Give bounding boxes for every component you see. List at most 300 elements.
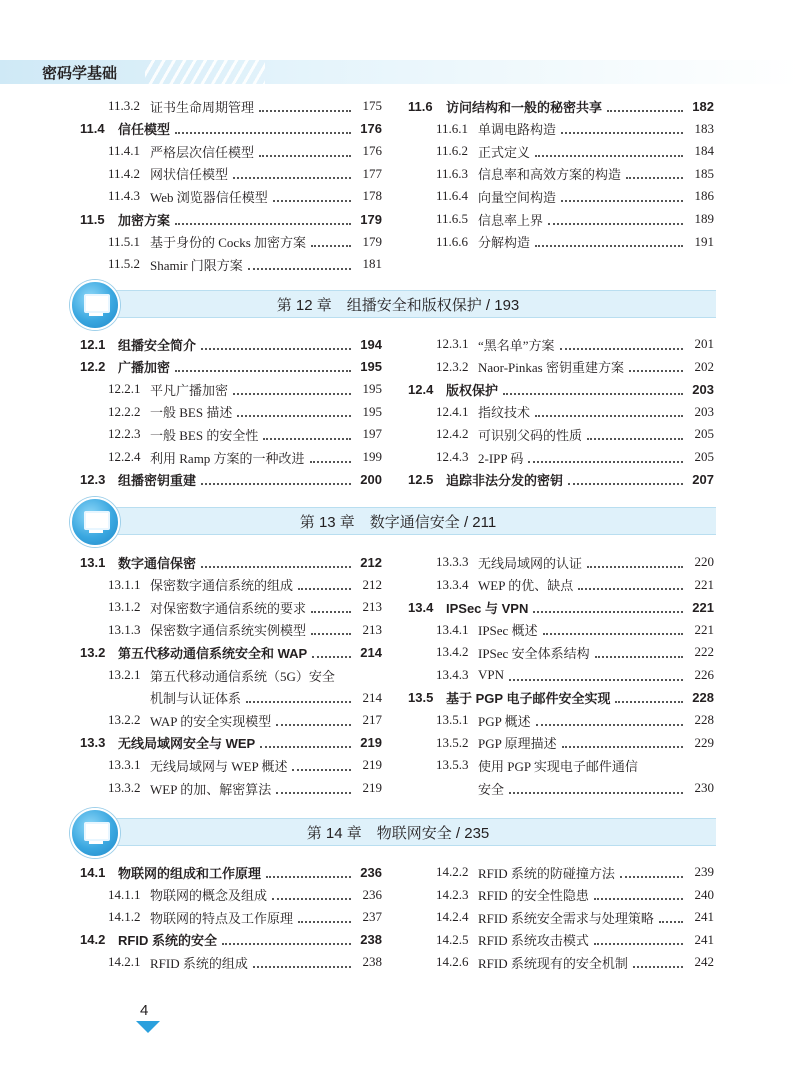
- dot-leader: [263, 425, 351, 440]
- entry-number: 12.2.3: [108, 426, 141, 442]
- entry-number: 13.3.4: [436, 576, 469, 592]
- toc-entry[interactable]: [108, 140, 382, 162]
- entry-page: 237: [362, 909, 382, 925]
- entry-page: 201: [694, 336, 714, 351]
- entry-title: 组播密钥重建: [118, 473, 197, 489]
- toc-entry[interactable]: [436, 884, 714, 906]
- dot-leader: [237, 402, 351, 417]
- entry-number: 13.4.3: [436, 667, 469, 682]
- entry-page: 205: [694, 449, 714, 464]
- toc-entry[interactable]: [436, 619, 714, 641]
- dot-leader: [233, 164, 351, 179]
- toc-entry[interactable]: [436, 423, 714, 445]
- chapter-title: 第 14 章 物联网安全 / 235: [306, 825, 490, 842]
- dot-leader: [578, 575, 683, 590]
- dot-leader: [276, 779, 351, 794]
- entry-title: 正式定义: [478, 144, 531, 160]
- dot-leader: [312, 643, 351, 658]
- entry-page: 214: [362, 689, 382, 705]
- entry-number: 12.2.2: [108, 403, 141, 419]
- entry-title: 组播安全简介: [118, 337, 197, 353]
- entry-title: 物联网的特点及工作原理: [150, 910, 294, 926]
- entry-number: 12.3.2: [436, 358, 469, 374]
- dot-leader: [594, 930, 683, 945]
- toc-entry[interactable]: [108, 378, 382, 400]
- entry-page: 220: [694, 554, 714, 569]
- dot-leader: [595, 643, 683, 658]
- toc-entry[interactable]: [108, 231, 382, 253]
- entry-number: 13.5: [408, 690, 434, 706]
- entry-title: 保密数字通信系统的组成: [150, 578, 294, 594]
- toc-entry[interactable]: [436, 446, 714, 468]
- monitor-screen: [84, 511, 110, 530]
- toc-entry[interactable]: [80, 551, 382, 573]
- page-marker-triangle: [136, 1021, 160, 1033]
- entry-title: 物联网的组成和工作原理: [118, 865, 262, 881]
- dot-leader: [253, 953, 351, 968]
- entry-page: 221: [694, 621, 714, 637]
- dot-leader: [548, 210, 683, 225]
- entry-number: 12.4.2: [436, 426, 469, 442]
- entry-number: 12.4: [408, 381, 434, 397]
- dot-leader: [175, 357, 351, 372]
- toc-entry[interactable]: [436, 951, 714, 973]
- entry-title: Shamir 门限方案: [150, 257, 243, 273]
- dot-leader: [233, 380, 351, 395]
- toc-entry[interactable]: [108, 951, 382, 973]
- dot-leader: [503, 380, 683, 395]
- dot-leader: [587, 553, 683, 568]
- entry-number: 12.2.1: [108, 381, 141, 397]
- entry-number: 11.6.1: [436, 120, 469, 136]
- entry-number: 14.2.3: [436, 886, 469, 902]
- dot-leader: [201, 470, 351, 485]
- entry-number: 14.1: [80, 864, 106, 880]
- entry-title: 分解构造: [478, 235, 531, 251]
- toc-entry[interactable]: [436, 861, 714, 883]
- entry-number: 13.1.1: [108, 576, 141, 592]
- dot-leader: [659, 908, 683, 923]
- entry-page: 199: [362, 449, 382, 464]
- entry-title: 安全: [478, 781, 505, 797]
- toc-entry[interactable]: [108, 423, 382, 445]
- entry-page: 241: [694, 909, 714, 925]
- dot-leader: [633, 953, 683, 968]
- entry-page: 238: [362, 954, 382, 970]
- entry-page: 179: [360, 211, 382, 227]
- toc-entry[interactable]: [108, 401, 382, 423]
- toc-entry[interactable]: [436, 140, 714, 162]
- entry-title: 广播加密: [118, 360, 171, 376]
- toc-entry[interactable]: [408, 596, 714, 618]
- entry-title: 可识别父码的性质: [478, 427, 583, 443]
- dot-leader: [298, 908, 351, 923]
- toc-entry[interactable]: [80, 118, 382, 140]
- entry-number: 12.2: [80, 359, 106, 375]
- toc-entry[interactable]: [436, 929, 714, 951]
- toc-entry[interactable]: [108, 95, 382, 117]
- dot-leader: [533, 598, 683, 613]
- toc-entry[interactable]: [436, 777, 714, 799]
- entry-number: 13.3.1: [108, 757, 141, 773]
- dot-leader: [535, 402, 683, 417]
- dot-leader: [292, 756, 351, 771]
- dot-leader: [562, 733, 683, 748]
- toc-entry[interactable]: [408, 95, 714, 117]
- toc-entry[interactable]: [80, 929, 382, 951]
- toc-entry[interactable]: [80, 641, 382, 663]
- chapter-banner[interactable]: [80, 507, 716, 535]
- dot-leader: [311, 232, 351, 247]
- toc-entry[interactable]: [108, 619, 382, 641]
- entry-title: 第五代移动通信系统安全和 WAP: [118, 645, 308, 661]
- toc-entry[interactable]: [80, 469, 382, 491]
- entry-page: 181: [362, 256, 382, 272]
- toc-entry[interactable]: [108, 185, 382, 207]
- entry-title: 向量空间构造: [478, 189, 557, 205]
- toc-entry[interactable]: [436, 185, 714, 207]
- entry-number: 13.2.2: [108, 712, 141, 728]
- entry-page: 183: [694, 120, 714, 136]
- entry-title: PGP 概述: [478, 713, 531, 729]
- dot-leader: [201, 335, 351, 350]
- dot-leader: [276, 711, 351, 726]
- entry-number: 14.2.2: [436, 864, 469, 879]
- entry-page: 176: [362, 143, 382, 159]
- entry-title: 访问结构和一般的秘密共享: [446, 99, 603, 115]
- entry-title: 信任模型: [118, 122, 171, 138]
- entry-number: 14.2.6: [436, 954, 469, 970]
- entry-page: 207: [692, 472, 714, 488]
- entry-title: 对保密数字通信系统的要求: [150, 600, 307, 616]
- toc-entry[interactable]: [108, 664, 382, 686]
- dot-leader: [311, 620, 351, 635]
- entry-page: 214: [360, 644, 382, 660]
- entry-number: 14.2.4: [436, 909, 469, 925]
- entry-number: 13.4.1: [436, 621, 469, 637]
- entry-title: RFID 系统攻击模式: [478, 933, 589, 949]
- entry-number: 11.6.2: [436, 143, 469, 159]
- book-title: 密码学基础: [42, 65, 118, 82]
- toc-entry[interactable]: [436, 231, 714, 253]
- toc-entry[interactable]: [408, 378, 714, 400]
- dot-leader: [626, 164, 683, 179]
- entry-title: 无线局域网与 WEP 概述: [150, 758, 288, 774]
- monitor-stand: [89, 530, 103, 533]
- toc-entry[interactable]: [436, 732, 714, 754]
- entry-number: 11.5.1: [108, 233, 141, 249]
- dot-leader: [298, 575, 351, 590]
- entry-page: 191: [694, 233, 714, 249]
- toc-entry[interactable]: [436, 118, 714, 140]
- entry-title: 平凡广播加密: [150, 382, 229, 398]
- toc-entry[interactable]: [80, 333, 382, 355]
- entry-number: 11.6.4: [436, 188, 469, 204]
- entry-page: 184: [694, 143, 714, 159]
- entry-number: 13.2: [80, 644, 106, 660]
- dot-leader: [629, 357, 683, 372]
- entry-title: 加密方案: [118, 212, 171, 228]
- dot-leader: [560, 335, 683, 350]
- dot-leader: [607, 97, 683, 112]
- entry-number: 13.3.2: [108, 780, 141, 795]
- header-decoration: [145, 60, 265, 84]
- toc-entry[interactable]: [108, 253, 382, 275]
- toc-entry[interactable]: [80, 732, 382, 754]
- entry-title: RFID 系统的组成: [150, 955, 248, 971]
- monitor-screen: [84, 822, 110, 841]
- entry-page: 240: [694, 886, 714, 902]
- entry-page: 203: [694, 403, 714, 419]
- entry-title: 无线局域网的认证: [478, 555, 583, 571]
- entry-page: 217: [362, 712, 382, 728]
- dot-leader: [175, 210, 351, 225]
- toc-entry[interactable]: [436, 551, 714, 573]
- dot-leader: [620, 863, 683, 878]
- toc-entry[interactable]: [108, 906, 382, 928]
- toc-entry[interactable]: [436, 163, 714, 185]
- dot-leader: [568, 470, 683, 485]
- entry-number: 14.2: [80, 932, 106, 948]
- monitor-icon: [70, 280, 120, 330]
- entry-page: 203: [692, 381, 714, 397]
- entry-title: 基于身份的 Cocks 加密方案: [150, 235, 307, 251]
- toc-entry[interactable]: [436, 333, 714, 355]
- entry-page: 229: [694, 734, 714, 750]
- chapter-title: 第 13 章 数字通信安全 / 211: [299, 514, 497, 531]
- monitor-stand: [89, 841, 103, 844]
- dot-leader: [509, 666, 683, 681]
- entry-page: 189: [694, 211, 714, 226]
- entry-page: 219: [360, 735, 382, 751]
- entry-number: 11.6.6: [436, 233, 469, 249]
- entry-title: 数字通信保密: [118, 555, 197, 571]
- dot-leader: [594, 885, 683, 900]
- toc-entry[interactable]: [436, 664, 714, 686]
- entry-title: RFID 系统的防碰撞方法: [478, 865, 615, 881]
- toc-entry[interactable]: [80, 356, 382, 378]
- toc-entry[interactable]: [108, 574, 382, 596]
- entry-number: 11.6.5: [436, 211, 469, 226]
- entry-title: WAP 的安全实现模型: [150, 713, 272, 729]
- dot-leader: [536, 711, 683, 726]
- toc-entry[interactable]: [108, 596, 382, 618]
- entry-number: 13.1: [80, 554, 106, 570]
- dot-leader: [222, 930, 351, 945]
- chapter-banner[interactable]: [80, 818, 716, 846]
- entry-title: WEP 的优、缺点: [478, 578, 574, 594]
- entry-number: 11.4.2: [108, 165, 141, 181]
- entry-number: 11.5: [80, 211, 105, 227]
- entry-title: 基于 PGP 电子邮件安全实现: [446, 691, 611, 707]
- dot-leader: [535, 232, 683, 247]
- toc-entry[interactable]: [108, 163, 382, 185]
- entry-page: 212: [362, 576, 382, 592]
- entry-title: RFID 系统现有的安全机制: [478, 955, 628, 971]
- dot-leader: [273, 187, 351, 202]
- entry-page: 213: [362, 599, 382, 615]
- toc-entry[interactable]: [108, 754, 382, 776]
- entry-page: 205: [694, 426, 714, 442]
- toc-entry[interactable]: [436, 754, 714, 776]
- toc-entry[interactable]: [436, 906, 714, 928]
- entry-title: 指纹技术: [478, 405, 531, 421]
- entry-page: 182: [692, 98, 714, 114]
- monitor-icon: [70, 497, 120, 547]
- toc-entry[interactable]: [108, 687, 382, 709]
- monitor-icon: [70, 808, 120, 858]
- dot-leader: [615, 688, 683, 703]
- toc-entry[interactable]: [108, 884, 382, 906]
- entry-number: 12.5: [408, 472, 434, 488]
- entry-page: 200: [360, 472, 382, 488]
- entry-page: 228: [692, 690, 714, 706]
- entry-page: 176: [360, 121, 382, 137]
- entry-page: 236: [362, 886, 382, 902]
- toc-entry[interactable]: [436, 356, 714, 378]
- entry-number: 14.2.1: [108, 954, 141, 970]
- dot-leader: [266, 863, 351, 878]
- entry-title: RFID 的安全性隐患: [478, 888, 589, 904]
- chapter-banner[interactable]: [80, 290, 716, 318]
- entry-title: IPSec 与 VPN: [446, 600, 529, 616]
- dot-leader: [311, 598, 351, 613]
- toc-entry[interactable]: [408, 687, 714, 709]
- dot-leader: [272, 885, 351, 900]
- entry-number: 13.3.3: [436, 554, 469, 569]
- entry-title: 版权保护: [446, 382, 499, 398]
- entry-title: VPN: [478, 667, 505, 682]
- entry-title: WEP 的加、解密算法: [150, 781, 272, 797]
- entry-title: Naor-Pinkas 密钥重建方案: [478, 360, 624, 376]
- entry-number: 13.4.2: [436, 644, 469, 660]
- dot-leader: [509, 779, 683, 794]
- entry-title: 利用 Ramp 方案的一种改进: [150, 450, 305, 466]
- entry-number: 13.5.3: [436, 757, 469, 773]
- dot-leader: [175, 119, 351, 134]
- entry-page: 213: [362, 621, 382, 637]
- entry-number: 14.1.1: [108, 886, 141, 902]
- running-header: [0, 60, 800, 84]
- entry-title: Web 浏览器信任模型: [150, 189, 268, 205]
- entry-number: 14.2.5: [436, 931, 469, 947]
- entry-title: 无线局域网安全与 WEP: [118, 736, 256, 752]
- entry-page: 230: [694, 780, 714, 795]
- entry-title: 网状信任模型: [150, 167, 229, 183]
- entry-page: 241: [694, 931, 714, 947]
- entry-page: 242: [694, 954, 714, 970]
- entry-number: 13.1.2: [108, 599, 141, 615]
- toc-entry[interactable]: [408, 469, 714, 491]
- entry-number: 13.5.1: [436, 712, 469, 728]
- entry-title: 使用 PGP 实现电子邮件通信: [478, 758, 638, 774]
- entry-page: 197: [362, 426, 382, 442]
- entry-title: 物联网的概念及组成: [150, 888, 268, 904]
- entry-title: 2-IPP 码: [478, 450, 524, 466]
- entry-page: 221: [694, 576, 714, 592]
- chapter-title: 第 12 章 组播安全和版权保护 / 193: [276, 297, 520, 314]
- entry-number: 12.1: [80, 336, 106, 352]
- entry-title: RFID 系统的安全: [118, 933, 217, 949]
- monitor-screen: [84, 294, 110, 313]
- dot-leader: [246, 688, 351, 703]
- toc-entry[interactable]: [436, 641, 714, 663]
- dot-leader: [543, 620, 683, 635]
- entry-number: 11.5.2: [108, 256, 141, 272]
- entry-number: 11.4.1: [108, 143, 141, 159]
- entry-title: PGP 原理描述: [478, 736, 557, 752]
- entry-page: 186: [694, 188, 714, 204]
- entry-page: 238: [360, 932, 382, 948]
- entry-title: 严格层次信任模型: [150, 144, 255, 160]
- entry-number: 13.2.1: [108, 667, 141, 682]
- entry-page: 219: [362, 757, 382, 773]
- toc-entry[interactable]: [436, 574, 714, 596]
- entry-number: 13.4: [408, 599, 434, 615]
- monitor-stand: [89, 313, 103, 316]
- entry-page: 226: [694, 667, 714, 682]
- toc-entry[interactable]: [436, 208, 714, 230]
- entry-page: 222: [694, 644, 714, 660]
- entry-title: 一般 BES 描述: [150, 405, 233, 421]
- entry-title: “黑名单”方案: [478, 337, 555, 353]
- entry-title: IPSec 概述: [478, 623, 538, 639]
- dot-leader: [561, 187, 683, 202]
- toc-entry[interactable]: [108, 709, 382, 731]
- toc-entry[interactable]: [80, 208, 382, 230]
- entry-page: 212: [360, 554, 382, 570]
- entry-page: 228: [694, 712, 714, 728]
- entry-number: 12.4.1: [436, 403, 469, 419]
- entry-number: 13.3: [80, 735, 106, 751]
- entry-page: 219: [362, 780, 382, 795]
- dot-leader: [561, 119, 683, 134]
- entry-title: RFID 系统安全需求与处理策略: [478, 910, 654, 926]
- entry-page: 195: [362, 403, 382, 419]
- entry-title: 追踪非法分发的密钥: [446, 473, 564, 489]
- page-number: 4: [140, 1002, 149, 1019]
- entry-number: 13.5.2: [436, 734, 469, 750]
- entry-number: 11.3.2: [108, 98, 141, 113]
- entry-title: 一般 BES 的安全性: [150, 427, 259, 443]
- entry-page: 178: [362, 188, 382, 204]
- toc-entry[interactable]: [436, 709, 714, 731]
- entry-number: 12.3: [80, 472, 106, 488]
- toc-entry[interactable]: [436, 401, 714, 423]
- entry-title: 信息率和高效方案的构造: [478, 167, 622, 183]
- entry-page: 175: [362, 98, 382, 113]
- entry-page: 195: [362, 381, 382, 397]
- toc-entry[interactable]: [80, 861, 382, 883]
- entry-page: 185: [694, 165, 714, 181]
- entry-title: 单调电路构造: [478, 122, 557, 138]
- dot-leader: [259, 142, 351, 157]
- entry-page: 239: [694, 864, 714, 879]
- dot-leader: [528, 448, 683, 463]
- dot-leader: [201, 553, 351, 568]
- entry-number: 12.3.1: [436, 336, 469, 351]
- dot-leader: [248, 255, 351, 270]
- entry-number: 12.2.4: [108, 449, 141, 464]
- dot-leader: [587, 425, 683, 440]
- entry-number: 11.4.3: [108, 188, 141, 204]
- entry-number: 11.6: [408, 98, 433, 114]
- entry-number: 11.4: [80, 121, 105, 137]
- toc-entry[interactable]: [108, 777, 382, 799]
- dot-leader: [259, 97, 351, 112]
- dot-leader: [260, 733, 351, 748]
- toc-entry[interactable]: [108, 446, 382, 468]
